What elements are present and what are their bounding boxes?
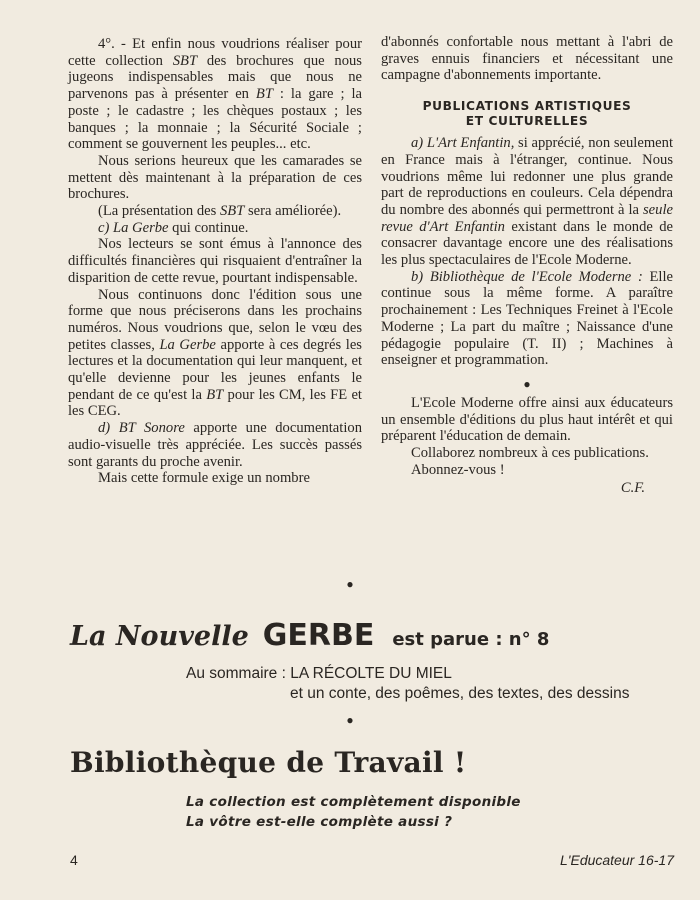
paragraph-presentation — [68, 203, 362, 220]
text-run: : la gare ; la poste ; le cadastre ; les chèques postaux ; les banques ; la monnaie ; la Sécurité Sociale ; comment se gouvernent les peuples... etc. — [68, 86, 362, 153]
item-label: b) Bibliothèque de l'Ecole Moderne : — [411, 268, 643, 285]
text-run: Nous continuons donc l'édition sous une forme que nous préciserons dans les prochains numéros. Nous voudrions que, selon le vœu des petites classes, — [68, 286, 362, 353]
text-run: si apprécié, non seulement en France mais à l'étranger, continue. Nous voudrions même lui redonner une plus grande part de reproductions en couleurs. Cela dépendra du nombre des abonnés qui permettront à la — [381, 135, 673, 218]
text-run-italic: SBT — [172, 52, 198, 69]
heading-line: ET CULTURELLES — [465, 114, 589, 129]
paragraph-camarades: Nous serions heureux que les camarades se mettent dès maintenant à la préparation de ces brochures. — [68, 152, 362, 203]
paragraph-edition — [68, 287, 362, 421]
section-heading-publications — [381, 99, 673, 129]
paragraph-art-enfantin — [381, 135, 673, 269]
paragraph-collaborez: Collaborez nombreux à ces publications. — [411, 445, 649, 462]
separator-bullet: ● — [523, 376, 531, 391]
bibliotheque-line2: La vôtre est-elle complète aussi ? — [186, 814, 453, 830]
bibliotheque-line1: La collection est complètement disponible — [186, 794, 521, 810]
gerbe-sommaire-line1: Au sommaire : LA RÉCOLTE DU MIEL — [186, 665, 452, 682]
text-run-italic: seule revue d'Art Enfantin — [381, 201, 673, 235]
gerbe-title: GERBE — [262, 618, 375, 653]
item-label: a) L'Art Enfantin, — [411, 135, 515, 152]
text-run: sera améliorée). — [244, 203, 342, 220]
paragraph-bt-sonore — [68, 420, 362, 470]
paragraph-abonnes: d'abonnés confortable nous mettant à l'abri de graves ennuis financiers et nécessitant une campagne d'abonnements importante. — [381, 34, 673, 84]
item-label: d) BT Sonore — [98, 420, 185, 437]
text-run: Elle continue sous la même forme. A paraître prochainement : Les Techniques Freinet à l'Ecole Moderne ; La part du maître ; Naissance d'une pédagogie populaire (T. II) ; Machines à enseigner et programmation. — [381, 268, 674, 369]
item-label: c) La Gerbe — [98, 219, 169, 236]
left-column — [68, 36, 362, 487]
heading-la-gerbe — [68, 220, 362, 237]
text-run: 4°. - Et enfin nous voudrions réaliser pour cette collection — [68, 36, 362, 69]
text-run-italic: BT — [255, 86, 273, 103]
page-number: 4 — [70, 852, 78, 868]
text-run: apporte à ces degrés les lectures et la documentation qui leur manquent, et qu'elle devienne pour les jeunes enfants le pendant de ce qu'est la — [68, 336, 362, 403]
paragraph-formule: Mais cette formule exige un nombre — [98, 470, 310, 487]
signature — [381, 480, 673, 497]
journal-name: L'Educateur 16-17 — [560, 852, 674, 868]
signature-text: C.F. — [620, 480, 645, 497]
heading-line: PUBLICATIONS ARTISTIQUES — [422, 99, 632, 114]
text-run: pour les CM, les FE et les CEG. — [68, 386, 362, 420]
paragraph-lecteurs: Nos lecteurs se sont émus à l'annonce des difficultés financières qui risquaient d'entraîner la disparition de cette revue, pourtant indispensable. — [68, 236, 362, 286]
gerbe-prefix: La Nouvelle — [70, 621, 249, 652]
text-run-italic: La Gerbe — [159, 336, 216, 353]
separator-bullet: ● — [346, 713, 354, 727]
text-run-italic: SBT — [219, 203, 245, 220]
gerbe-announcement — [70, 618, 549, 653]
bibliotheque-title: Bibliothèque de Travail ! — [70, 746, 467, 779]
paragraph-ecole-moderne: L'Ecole Moderne offre ainsi aux éducateurs un ensemble d'éditions du plus haut intérêt et qui préparent l'éducation de demain. — [381, 394, 673, 445]
paragraph-sbt-brochures — [68, 36, 362, 153]
text-run: des brochures que nous jugeons indispensables mais que nous ne parvenons pas à présenter en — [68, 52, 362, 103]
gerbe-sommaire-line2: et un conte, des poêmes, des textes, des dessins — [290, 685, 630, 702]
paragraph-abonnez: Abonnez-vous ! — [411, 461, 505, 478]
text-run-italic: BT — [206, 386, 224, 403]
text-run: (La présentation des — [98, 203, 220, 220]
separator-bullet: ● — [346, 577, 354, 591]
gerbe-subtitle: est parue : n° 8 — [392, 629, 550, 650]
paragraph-bibliotheque-ecole-moderne — [381, 269, 673, 369]
text-run: apporte une documentation audio-visuelle très appréciée. Les succès passés sont garants du proche avenir. — [68, 420, 362, 470]
text-run: qui continue. — [168, 219, 249, 236]
text-run: existant dans le monde de consacrer davantage encore une des réalisations les plus spectaculaires de l'Ecole Moderne. — [381, 218, 673, 269]
right-column — [381, 34, 673, 497]
